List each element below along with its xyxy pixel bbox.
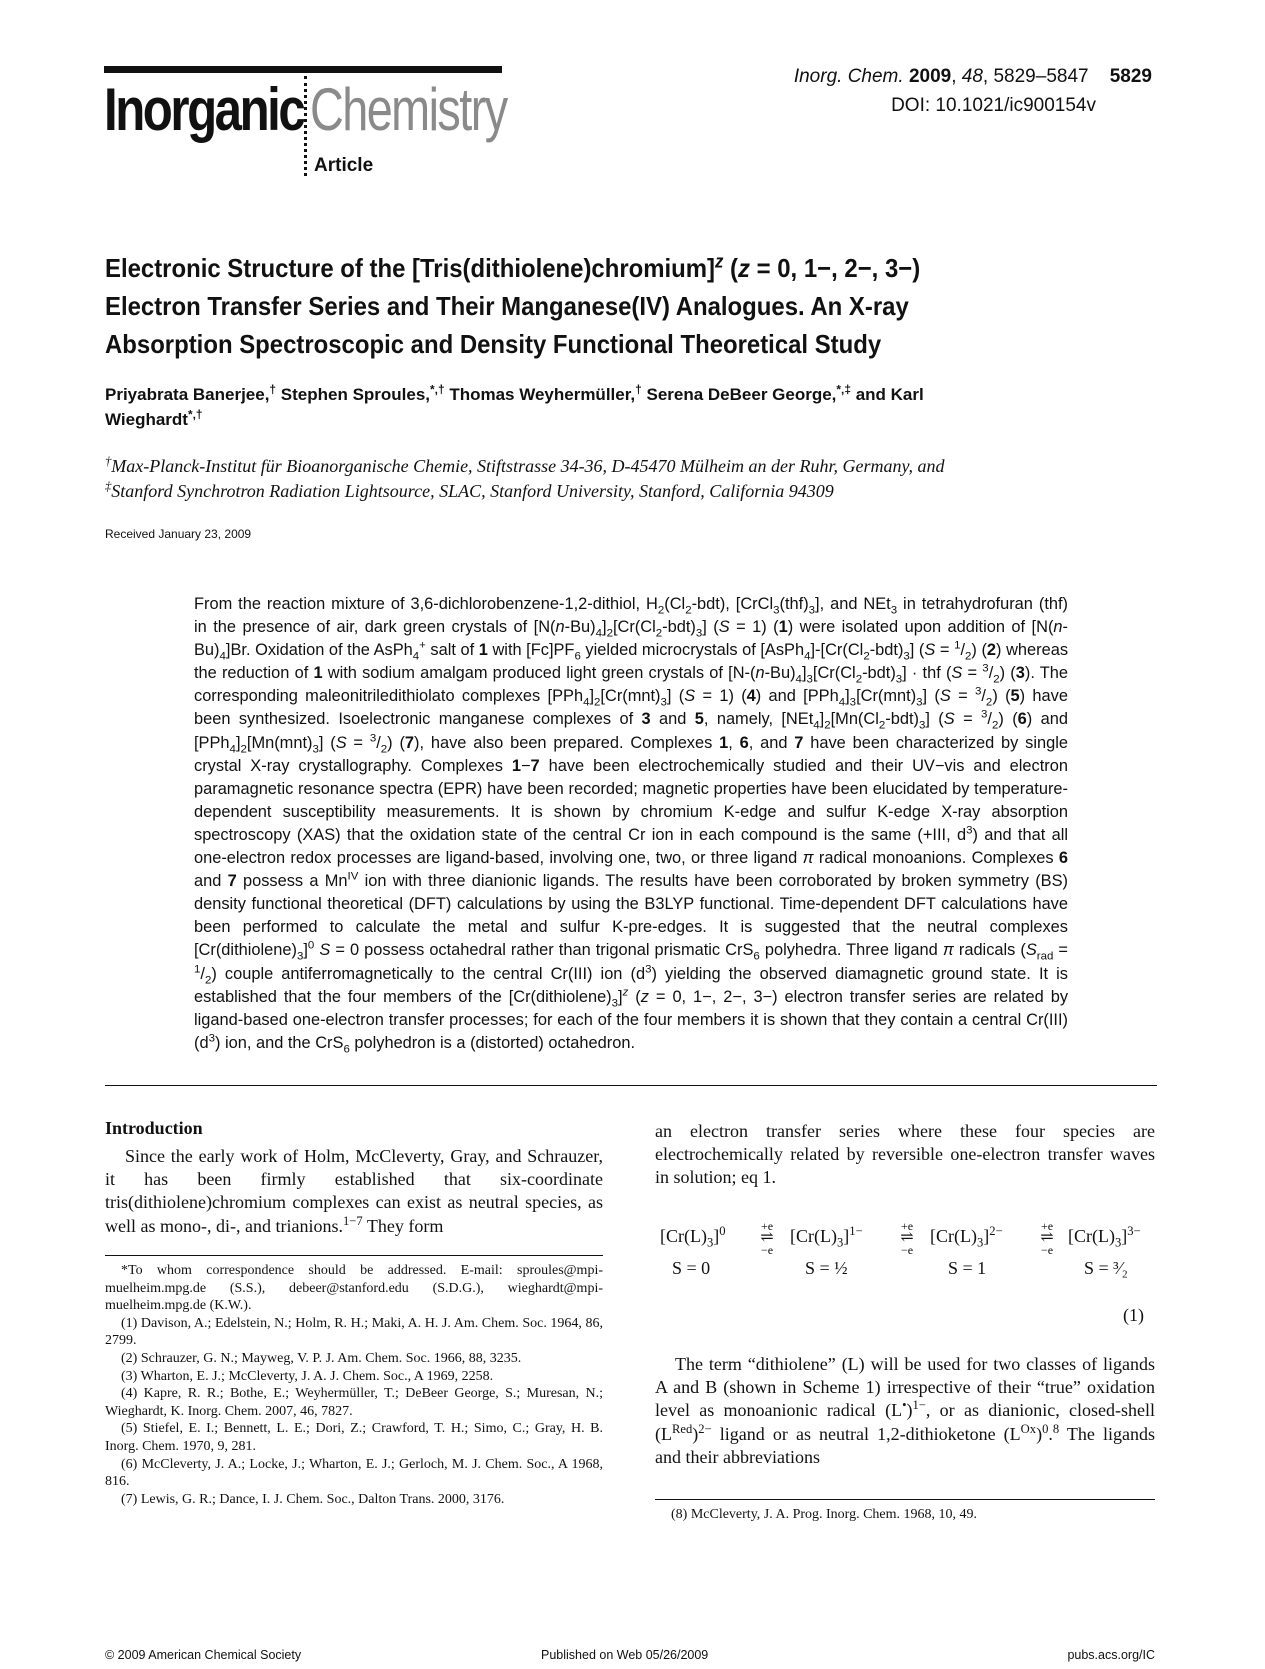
section-heading-introduction: Introduction — [105, 1118, 203, 1138]
page-number: 5829 — [1109, 66, 1152, 87]
footnote-ref: (4) Kapre, R. R.; Bothe, E.; Weyhermüller, T.; DeBeer George, S.; Muresan, N.; Wieghardt, K. Inorg. Chem. 2007, 46, 7827. — [105, 1386, 603, 1419]
author: and Karl Wieghardt*,† — [105, 385, 924, 429]
footnote-ref: (6) McCleverty, J. A.; Locke, J.; Wharton, E. J.; Gerloch, M. J. Chem. Soc., A 1968, 816. — [105, 1456, 603, 1490]
title-charge-sup: z — [715, 251, 724, 272]
title-text-2: ( — [723, 253, 739, 283]
citation-ref: 1−7 — [342, 1213, 363, 1228]
logo-divider — [304, 76, 307, 176]
intro-paragraph-1-text: Since the early work of Holm, McCleverty, Gray, and Schrauzer, it has been firmly established that six-coordinate tris(dithiolene)chromium complexes can exist as neutral species, as well as mono-, di-, and trianions. — [105, 1146, 603, 1236]
eq-arrow: +e ⇌ −e — [900, 1219, 914, 1257]
eq-species: $[Cr(L)_3]^{2-}$ — [930, 1224, 1003, 1250]
article-title — [105, 249, 933, 363]
abstract: From the reaction mixture of 3,6-dichlorobenzene-1,2-dithiol, $H_2(Cl_2-bdt)$, $[CrCl_3(thf)_3]$, and NEt$_3$ in tetrahydrofuran (thf) in the presence of air, dark green crystals of $[N(n-Bu)_4]_2[Cr(Cl_2-bdt)_3] (S = 1)$ (1) were isolated upon addition of $[N(n-Bu)_4]Br$. Oxidation of the AsPh$_4$+ salt of 1 with $[Fc]PF_6$ yielded microcrystals of $[AsPh_4]-[Cr(Cl_2-bdt)_3] (S = ^1/_2)$ (2) whereas the reduction of 1 with sodium amalgam produced light green crystals of $[N-(n-Bu)_4]_3[Cr(Cl_2-bdt)_3]$ · thf $(S = ^3/_2)$ (3). The corresponding maleonitriledithiolato complexes $[PPh_4]_2[Cr(mnt)_3] (S = 1)$ (4) and $[PPh_4]_3[Cr(mnt)_3] (S = ^3/_2)$ (5) have been synthesized. Isoelectronic manganese complexes of 3 and 5, namely, $[NEt_4]_2[Mn(Cl_2-bdt)_3] (S = ^3/_2)$ (6) and $[PPh_4]_2[Mn(mnt)_3] (S = ^3/_2)$ (7), have also been prepared. Complexes 1, 6, and 7 have been characterized by single crystal X-ray crystallography. Complexes 1−7 have been electrochemically studied and their UV−vis and electron paramagnetic resonance spectra (EPR) have been recorded; magnetic properties have been elucidated by temperature-dependent susceptibility measurements. It is shown by chromium K-edge and sulfur K-edge X-ray absorption spectroscopy (XAS) that the oxidation state of the central Cr ion in each compound is the same (+III, $d^3$) and that all one-electron redox processes are ligand-based, involving one, two, or three ligand π radical monoanions. Complexes 6 and 7 possess a $Mn^{IV}$ ion with three dianionic ligands. The results have been corroborated by broken symmetry (BS) density functional theoretical (DFT) calculations by using the B3LYP functional. Time-dependent DFT calculations have been performed to calculate the metal and sulfur K-pre-edges. It is suggested that the neutral complexes $[Cr(dithiolene)_3]^0$ S = 0 possess octahedral rather than trigonal prismatic CrS$_6$ polyhedra. Three ligand π radicals $(S_{rad} = ^1/_2)$ couple antiferromagnetically to the central Cr(III) ion $(d^3)$ yielding the observed diamagnetic ground state. It is established that the four members of the $[Cr(dithiolene)_3]^z$ (z = 0, 1−, 2−, 3−) electron transfer series are related by ligand-based one-electron transfer processes; for each of the four members it is shown that they contain a central Cr(III) $(d^3)$ ion, and the CrS$_6$ polyhedron is a (distorted) octahedron. — [194, 595, 1069, 1056]
footnote-ref: (7) Lewis, G. R.; Dance, I. J. Chem. Soc., Dalton Trans. 2000, 3176. — [121, 1491, 505, 1507]
citation-line: Inorg. Chem. 2009, 48, 5829–5847 5829 — [793, 66, 1152, 87]
footnote-correspondence: *To whom correspondence should be addressed. E-mail: sproules@mpi-muelheim.mpg.de (S.S.), debeer@stanford.edu (S.D.G.), wieghardt@mpi-muelheim.mpg.de (K.W.). — [105, 1263, 603, 1314]
eq-arrow: +e ⇌ −e — [760, 1219, 774, 1257]
author: Priyabrata Banerjee,† — [105, 382, 277, 404]
citation-journal: Inorg. Chem. — [793, 66, 904, 87]
footnote-ref: (1) Davison, A.; Edelstein, N.; Holm, R. H.; Maki, A. H. J. Am. Chem. Soc. 1964, 86, 2799. — [105, 1315, 603, 1349]
author-list — [105, 382, 1005, 432]
equation-number: (1) — [1123, 1305, 1144, 1325]
footer-copyright: © 2009 American Chemical Society — [105, 1648, 302, 1662]
received-date: Received January 23, 2009 — [105, 527, 252, 541]
logo-top-bar — [104, 66, 502, 73]
intro-col2-paragraph-1: an electron transfer series where these four species are electrochemically related by reversible one-electron transfer waves in solution; eq 1. — [655, 1121, 1155, 1188]
citation-volume: 48 — [961, 66, 983, 87]
journal-logo-inorganic: Inorganic — [104, 76, 304, 143]
citation-pages: 5829–5847 — [993, 66, 1089, 87]
author: Thomas Weyhermüller,† — [449, 382, 642, 404]
footnote-rule-right — [655, 1499, 1155, 1500]
eq-spin: S = ½ — [805, 1258, 848, 1278]
footnote-rule-left — [105, 1255, 603, 1256]
footnote-ref: (8) McCleverty, J. A. Prog. Inorg. Chem. 1968, 10, 49. — [671, 1507, 978, 1522]
doi-text: DOI: 10.1021/ic900154v — [891, 95, 1096, 116]
intro-paragraph-1 — [105, 1145, 603, 1238]
eq-arrow: +e ⇌ −e — [1040, 1219, 1054, 1257]
doi — [891, 95, 1096, 117]
equation-1 — [660, 1219, 1160, 1336]
eq-spin: S = ³⁄₂ — [1084, 1258, 1128, 1278]
footnote-ref: (2) Schrauzer, G. N.; Mayweg, V. P. J. Am. Chem. Soc. 1966, 88, 3235. — [121, 1350, 522, 1366]
affiliation: †Max-Planck-Institut für Bioanorganische Chemie, Stiftstrasse 34-36, D-45470 Mülheim an der Ruhr, Germany, and — [105, 454, 945, 476]
title-text-3: = 0, 1−, 2−, 3−) Electron Transfer Series and Their Manganese(IV) Analogues. An X-ray Absorption Spectroscopic and Density Functional Theoretical Study — [105, 253, 921, 359]
abstract-rule — [105, 1085, 1157, 1086]
author: Serena DeBeer George,*,‡ — [646, 382, 851, 404]
logo-article-label: Article — [314, 155, 374, 176]
title-text-1: Electronic Structure of the [Tris(dithiolene)chromium] — [105, 253, 716, 283]
footnote-ref: (3) Wharton, E. J.; McCleverty, J. A. J. Chem. Soc., A 1969, 2258. — [121, 1368, 494, 1384]
author: Stephen Sproules,*,† — [280, 382, 445, 404]
footnotes-right — [655, 1506, 1155, 1524]
footer-published: Published on Web 05/26/2009 — [541, 1648, 709, 1662]
intro-col2-paragraph-2: The term “dithiolene” (L) will be used for two classes of ligands A and B (shown in Scheme 1) irrespective of their “true” oxidation level as monoanionic radical $(L^•)^{1-}$, or as dianionic, closed-shell $(L^{Red})^{2-}$ ligand or as neutral 1,2-dithioketone $(L^{Ox})^0.^8$ The ligands and their abbreviations — [655, 1354, 1156, 1467]
eq-species: $[Cr(L)_3]^{3-}$ — [1068, 1224, 1141, 1250]
journal-logo-chemistry: Chemistry — [310, 76, 507, 143]
affiliations — [105, 454, 1105, 504]
affiliation: ‡Stanford Synchrotron Radiation Lightsource, SLAC, Stanford University, Stanford, California 94309 — [105, 479, 834, 501]
eq-spin: S = 1 — [948, 1258, 987, 1278]
eq-species: $[Cr(L)_3]^{1-}$ — [790, 1224, 863, 1250]
footnote-ref: (5) Stiefel, E. I.; Bennett, L. E.; Dori, Z.; Crawford, T. H.; Simo, C.; Gray, H. B. Inorg. Chem. 1970, 9, 281. — [105, 1421, 603, 1454]
eq-spin: S = 0 — [672, 1258, 711, 1278]
eq-species: $[Cr(L)_3]^0$ — [660, 1224, 726, 1250]
footer-url[interactable]: pubs.acs.org/IC — [1067, 1648, 1155, 1662]
intro-paragraph-1-tail: They form — [362, 1215, 444, 1236]
footnotes-left — [105, 1262, 603, 1508]
citation-year: 2009 — [908, 66, 952, 87]
title-z: z — [738, 253, 750, 283]
